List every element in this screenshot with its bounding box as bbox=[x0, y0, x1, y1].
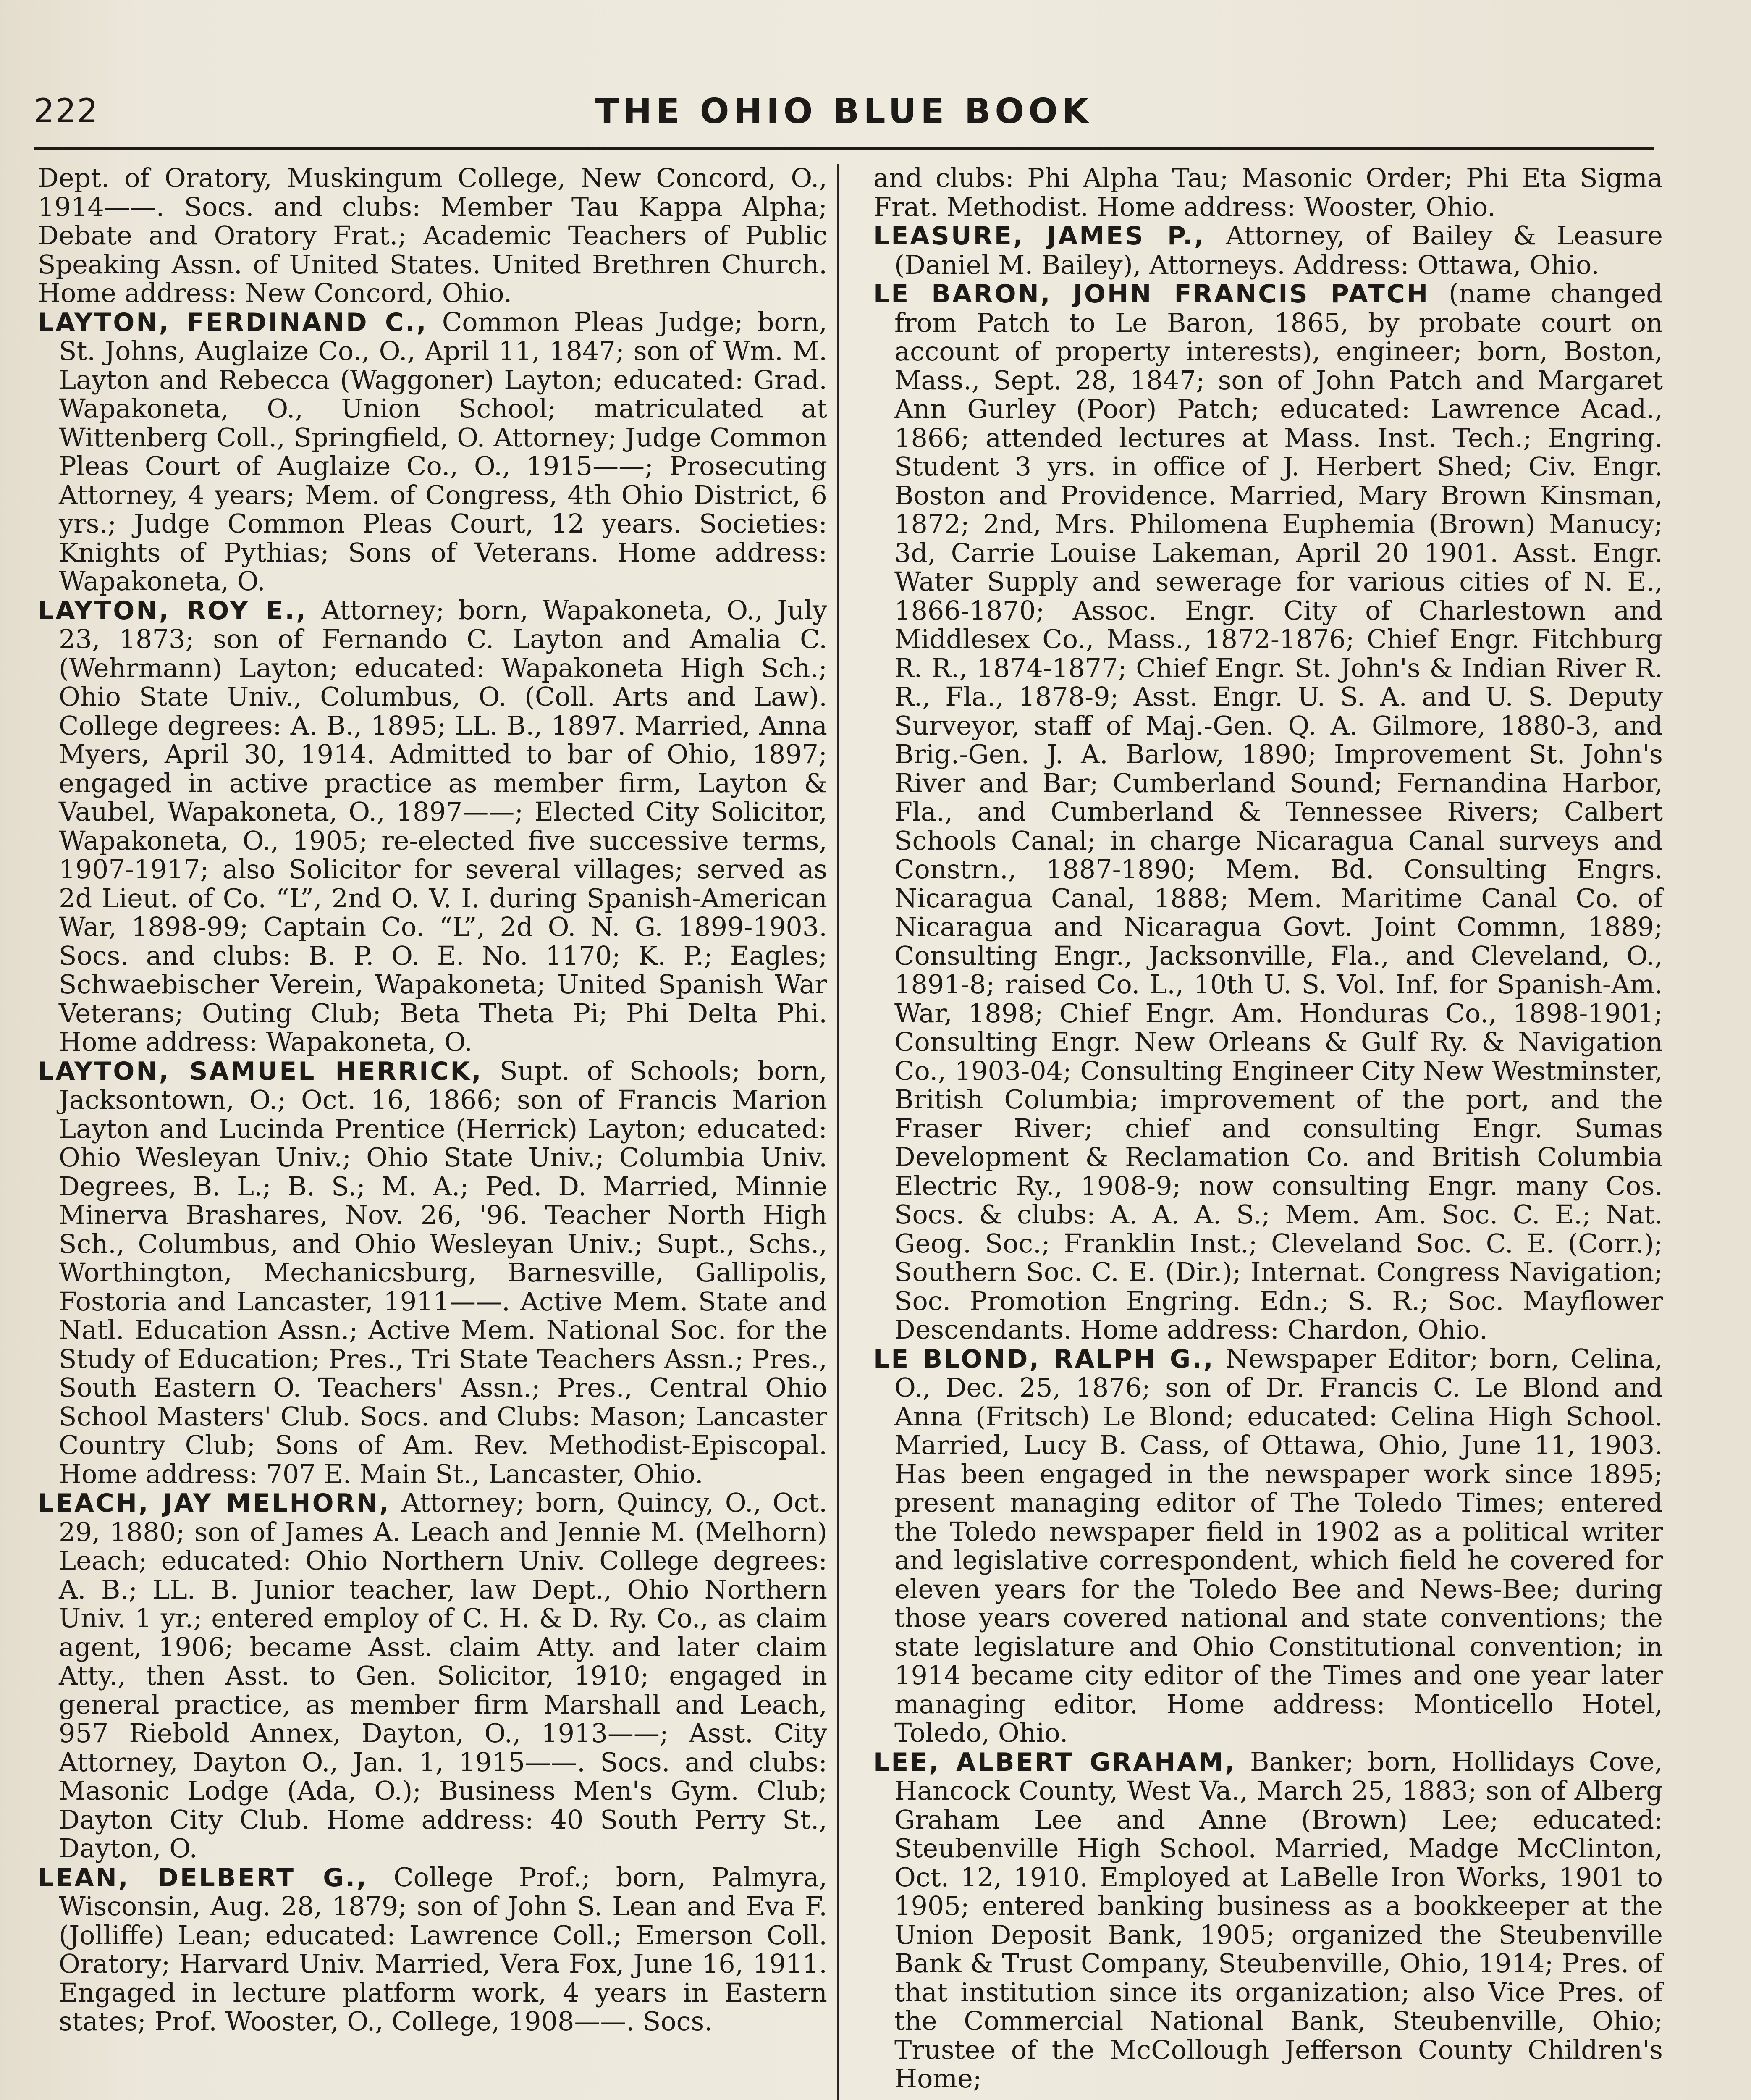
entry-lean-delbert bbox=[38, 1863, 827, 2036]
entry-continued bbox=[38, 164, 827, 308]
entry-layton-samuel bbox=[38, 1057, 827, 1489]
entry-body: Common Pleas Judge; born, St. Johns, Auglaize Co., O., April 11, 1847; son of Wm. M. Layton and Rebecca (Waggoner) Layton; educated: Grad. Wapakoneta, O., Union School; matriculated at Wittenberg Coll., Springfield, O. Attorney; Judge Common Pleas Court of Auglaize Co., O., 1915——; Prosecuting Attorney, 4 years; Mem. of Congress, 4th Ohio District, 6 yrs.; Judge Common Pleas Court, 12 years. Societies: Knights of Pythias; Sons of Veterans. Home address: Wapakoneta, O. bbox=[59, 306, 827, 596]
entry-layton-ferdinand bbox=[38, 308, 827, 596]
entry-name: LAYTON, ROY E., bbox=[38, 596, 307, 625]
entry-body: Newspaper Editor; born, Celina, O., Dec. 25, 1876; son of Dr. Francis C. Le Blond and Anna (Fritsch) Le Blond; educated: Celina High School. Married, Lucy B. Cass, of Ottawa, Ohio, June 11, 1903. Has been engaged in the newspaper work since 1895; present managing editor of The Toledo Times; entered the Toledo newspaper field in 1902 as a political writer and legislative correspondent, which field he covered for eleven years for the Toledo Bee and News-Bee; during those years covered national and state conventions; the state legislature and Ohio Constitutional convention; in 1914 became city editor of the Times and one year later managing editor. Home address: Monticello Hotel, Toledo, Ohio. bbox=[894, 1343, 1663, 1748]
entry-name: LE BLOND, RALPH G., bbox=[873, 1344, 1215, 1374]
entry-body: Attorney, of Bailey & Leasure (Daniel M. Bailey), Attorneys. Address: Ottawa, Ohio. bbox=[894, 220, 1663, 280]
running-head: THE OHIO BLUE BOOK bbox=[595, 92, 1093, 131]
entry-body: Attorney; born, Wapakoneta, O., July 23, 1873; son of Fernando C. Layton and Amalia C. (Wehrmann) Layton; educated: Wapakoneta High Sch.; Ohio State Univ., Columbus, O. (Coll. Arts and Law). College degrees: A. B., 1895; LL. B., 1897. Married, Anna Myers, April 30, 1914. Admitted to bar of Ohio, 1897; engaged in active practice as member firm, Layton & Vaubel, Wapakoneta, O., 1897——; Elected City Solicitor, Wapakoneta, O., 1905; re-elected five successive terms, 1907-1917; also Solicitor for several villages; served as 2d Lieut. of Co. “L”, 2nd O. V. I. during Spanish-American War, 1898-99; Captain Co. “L”, 2d O. N. G. 1899-1903. Socs. and clubs: B. P. O. E. No. 1170; K. P.; Eagles; Schwaebischer Verein, Wapakoneta; United Spanish War Veterans; Outing Club; Beta Theta Pi; Phi Delta Phi. Home address: Wapakoneta, O. bbox=[59, 594, 827, 1057]
entry-name: LEE, ALBERT GRAHAM, bbox=[873, 1747, 1237, 1777]
entry-body: Banker; born, Hollidays Cove, Hancock County, West Va., March 25, 1883; son of Alberg Graham Lee and Anne (Brown) Lee; educated: Steubenville High School. Married, Madge McClinton, Oct. 12, 1910. Employed at LaBelle Iron Works, 1901 to 1905; entered banking business as a bookkeeper at the Union Deposit Bank, 1905; organized the Steubenville Bank & Trust Company, Steubenville, Ohio, 1914; Pres. of that institution since its organization; also Vice Pres. of the Commercial National Bank, Steubenville, Ohio; Trustee of the McCollough Jefferson County Children's Home; bbox=[894, 1746, 1663, 2094]
entry-name: LEAN, DELBERT G., bbox=[38, 1863, 368, 1893]
entry-lee-albert bbox=[873, 1748, 1663, 2093]
entry-body: Dept. of Oratory, Muskingum College, New Concord, O., 1914——. Socs. and clubs: Member Tau Kappa Alpha; Debate and Oratory Frat.; Academic Teachers of Public Speaking Assn. of United States. United Brethren Church. Home address: New Concord, Ohio. bbox=[38, 163, 827, 308]
entry-layton-roy bbox=[38, 596, 827, 1057]
entry-body: College Prof.; born, Palmyra, Wisconsin, Aug. 28, 1879; son of John S. Lean and Eva F. (Jolliffe) Lean; educated: Lawrence Coll.; Emerson Coll. Oratory; Harvard Univ. Married, Vera Fox, June 16, 1911. Engaged in lecture platform work, 4 years in Eastern states; Prof. Wooster, O., College, 1908——. Socs. bbox=[59, 1861, 827, 2037]
entry-name: LEACH, JAY MELHORN, bbox=[38, 1488, 391, 1518]
entry-name: LAYTON, SAMUEL HERRICK, bbox=[38, 1056, 483, 1086]
entry-body: Attorney; born, Quincy, O., Oct. 29, 1880; son of James A. Leach and Jennie M. (Melhorn) Leach; educated: Ohio Northern Univ. College degrees: A. B.; LL. B. Junior teacher, law Dept., Ohio Northern Univ. 1 yr.; entered employ of C. H. & D. Ry. Co., as claim agent, 1906; became Asst. claim Atty. and later claim Atty., then Asst. to Gen. Solicitor, 1910; engaged in general practice, as member firm Marshall and Leach, 957 Riebold Annex, Dayton, O., 1913——; Asst. City Attorney, Dayton O., Jan. 1, 1915——. Socs. and clubs: Masonic Lodge (Ada, O.); Business Men's Gym. Club; Dayton City Club. Home address: 40 South Perry St., Dayton, O. bbox=[59, 1487, 827, 1864]
page-header bbox=[34, 84, 1654, 150]
entry-name: LE BARON, JOHN FRANCIS PATCH bbox=[873, 279, 1430, 309]
entry-le-baron-john bbox=[873, 279, 1663, 1344]
right-column bbox=[873, 164, 1663, 2093]
entry-body: and clubs: Phi Alpha Tau; Masonic Order; Phi Eta Sigma Frat. Methodist. Home address: Wooster, Ohio. bbox=[873, 163, 1663, 222]
entry-body: Supt. of Schools; born, Jacksontown, O.; Oct. 16, 1866; son of Francis Marion Layton and Lucinda Prentice (Herrick) Layton; educated: Ohio Wesleyan Univ.; Ohio State Univ.; Columbia Univ. Degrees, B. L.; B. S.; M. A.; Ped. D. Married, Minnie Minerva Brashares, Nov. 26, '96. Teacher North High Sch., Columbus, and Ohio Wesleyan Univ.; Supt., Schs., Worthington, Mechanicsburg, Barnesville, Gallipolis, Fostoria and Lancaster, 1911——. Active Mem. State and Natl. Education Assn.; Active Mem. National Soc. for the Study of Education; Pres., Tri State Teachers Assn.; Pres., South Eastern O. Teachers' Assn.; Pres., Central Ohio School Masters' Club. Socs. and Clubs: Mason; Lancaster Country Club; Sons of Am. Rev. Methodist-Episcopal. Home address: 707 E. Main St., Lancaster, Ohio. bbox=[59, 1055, 827, 1489]
page-number: 222 bbox=[34, 92, 99, 130]
column-divider bbox=[837, 164, 839, 2100]
entry-leach-jay bbox=[38, 1488, 827, 1863]
entry-leasure-james bbox=[873, 221, 1663, 279]
left-column bbox=[38, 164, 827, 2036]
entry-continued bbox=[873, 164, 1663, 221]
entry-le-blond-ralph bbox=[873, 1344, 1663, 1748]
entry-name: LEASURE, JAMES P., bbox=[873, 221, 1206, 251]
entry-body: (name changed from Patch to Le Baron, 1865, by probate court on account of property interests), engineer; born, Boston, Mass., Sept. 28, 1847; son of John Patch and Margaret Ann Gurley (Poor) Patch; educated: Lawrence Acad., 1866; attended lectures at Mass. Inst. Tech.; Engring. Student 3 yrs. in office of J. Herbert Shed; Civ. Engr. Boston and Providence. Married, Mary Brown Kinsman, 1872; 2nd, Mrs. Philomena Euphemia (Brown) Manucy; 3d, Carrie Louise Lakeman, April 20 1901. Asst. Engr. Water Supply and sewerage for various cities of N. E., 1866-1870; Assoc. Engr. City of Charlestown and Middlesex Co., Mass., 1872-1876; Chief Engr. Fitchburg R. R., 1874-1877; Chief Engr. St. John's & Indian River R. R., Fla., 1878-9; Asst. Engr. U. S. A. and U. S. Deputy Surveyor, staff of Maj.-Gen. Q. A. Gilmore, 1880-3, and Brig.-Gen. J. A. Barlow, 1890; Improvement St. John's River and Bar; Cumberland Sound; Fernandina Harbor, Fla., and Cumberland & Tennessee Rivers; Calbert Schools Canal; in charge Nicaragua Canal surveys and Constrn., 1887-1890; Mem. Bd. Consulting Engrs. Nicaragua Canal, 1888; Mem. Maritime Canal Co. of Nicaragua and Nicaragua Govt. Joint Commn, 1889; Consulting Engr., Jacksonville, Fla., and Cleveland, O., 1891-8; raised Co. L., 10th U. S. Vol. Inf. for Spanish-Am. War, 1898; Chief Engr. Am. Honduras Co., 1898-1901; Consulting Engr. New Orleans & Gulf Ry. & Navigation Co., 1903-04; Consulting Engineer City New Westminster, British Columbia; improvement of the port, and the Fraser River; chief and consulting Engr. Sumas Development & Reclamation Co. and British Columbia Electric Ry., 1908-9; now consulting Engr. many Cos. Socs. & clubs: A. A. A. S.; Mem. Am. Soc. C. E.; Nat. Geog. Soc.; Franklin Inst.; Cleveland Soc. C. E. (Corr.); Southern Soc. C. E. (Dir.); Internat. Congress Navigation; Soc. Promotion Engring. Edn.; S. R.; Soc. Mayflower Descendants. Home address: Chardon, Ohio. bbox=[894, 278, 1663, 1345]
entry-name: LAYTON, FERDINAND C., bbox=[38, 307, 428, 337]
